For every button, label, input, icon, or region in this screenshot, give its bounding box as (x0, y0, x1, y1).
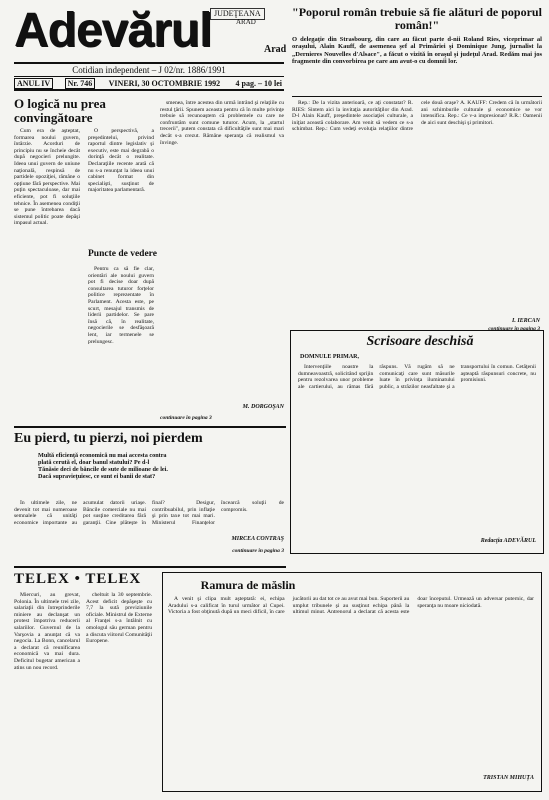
divider (14, 426, 286, 428)
continued-link[interactable]: continuare în pagina 3 (488, 326, 540, 332)
library-stamp-city: ARAD (236, 18, 256, 26)
edition-label: Arad (264, 44, 287, 55)
eu-pierd-body: În ultimele zile, ne devenit tot mai numeroase semnalele că unităţi economice importante au acumulat datorii uriaşe. Băncile comerciale nu mai pot susţine creditarea fără garanţii. Cine plăteşte în final? Desigur, contribuabilul, prin inflaţie şi prin taxe tot mai mari. Ministerul Finanţelor încearcă soluţii de compromis. (14, 500, 284, 526)
lead-strasbourg: O delegaţie din Strasbourg, din care au făcut parte d-nii Roland Ries, viceprimar al oraşului, Alain Kauff, de asemenea şef al Primăriei şi Dominique Jung, jurnalist la „Dernieres Nouvelles d'Alsace", a făcut o vizită în oraşul şi judeţul Arad. Redăm mai jos fragmente din convorbirea pe care am avut-o cu domnii lor. (292, 36, 542, 65)
telex-column-1: Miercuri, au grevat, Polonia. În ultimele trei zile, salariaţii din întreprinderile miniere au declanşat un protest împotriva reducerii salariilor. Guvernul de la Varşovia a anunţat că va negocia. La Bonn, cancelarul a declarat că reunificarea economică va mai dura. Deficitul bugetar american a atins un nou record. (14, 592, 80, 671)
telex-column-2: cheltuit la 30 septembrie. Acest deficit depăşeşte cu 7,7 la sută previziunile oficiale. Ministrul de Externe al Franţei s-a întâlnit cu omologul său german pentru a discuta viitorul Comunităţii Europene. (86, 592, 152, 645)
tagline: Cotidian independent – J 02/nr. 1886/1991 (14, 62, 284, 75)
divider (292, 96, 542, 97)
byline-iercan: I. IERCAN (511, 318, 540, 324)
library-stamp: JUDEŢEANA (210, 8, 265, 20)
headline-puncte: Puncte de vedere (88, 249, 157, 259)
byline-contras: MIRCEA CONTRAŞ (231, 536, 284, 542)
headline-eu-pierd: Eu pierd, tu pierzi, noi pierdem (14, 431, 203, 446)
logica-column-2: O perspectivă, a preşedintelui, privind raportul dintre legislativ şi executiv, este mai degrabă o dorinţă decât o realitate. Declaraţiile recente arată că nu s-a renunţat la ideea unui cabinet format din specialişti, susţinut de majoritatea parlamentară. (88, 128, 154, 194)
letter-salutation: DOMNULE PRIMAR, (300, 354, 359, 360)
newspaper-logo: Adevărul (14, 4, 212, 57)
pages-price: 4 pag. – 10 lei (235, 78, 282, 88)
column-3: smenea, între acestea din urmă intrând şi relaţiile cu restul ţării. Spunem aceasta pentru că în multe privinţe trebuie să recunoaştem că problemele cu care ne confruntăm sunt comune tuturor. Acum, la „startul trecerii", putem constata că dificultăţile sunt mai mari decât s-a crezut. Rămâne speranţa că realismul va învinge. (160, 100, 284, 146)
issue-number: Nr. 746 (65, 78, 96, 89)
byline-dorgosan: M. DORGOŞAN (242, 404, 284, 410)
issue-year: ANUL IV (14, 78, 53, 89)
interview-body: Rep.: De la vizita anterioară, ce aţi constatat? R. RIES: Sintem aici la invitaţia autorităţilor din Arad. D-l Alain Kauff, preşedintele asociaţiei culturale, a iniţiat această colaborare. Am venit să vedem ce s-a schimbat. Rep.: Cum vedeţi evoluţia relaţiilor dintre cele două oraşe? A. KAUFF: Credem că în următorii ani schimburile culturale şi economice se vor intensifica. Rep.: Ce v-a impresionat? R.R.: Oamenii de aici sunt deschişi şi primitori. (292, 100, 542, 133)
headline-ramura: Ramura de măslin (200, 578, 296, 592)
puncte-column: Pentru ca să fie clar, orientări ale noului guvern pot fi decise doar după consultarea tuturor forţelor politice reprezentate în Parlament. Acesta este, pe scurt, mesajul transmis de liderii partidelor. Se pare însă că, în realitate, negocierile se desfăşoară lent, iar termenele se prelungesc. (88, 266, 154, 345)
lead-eu-pierd: Multă eficienţă economică nu mai accesta contra plată cerută el, doar banul statului? Pe d-l Tănăsie deci de băncile de sute de milioane de lei. Dacă supravieţuiesc, ce sunt ei banii de stat? (38, 452, 168, 480)
masthead (14, 6, 314, 62)
headline-strasbourg: "Poporul român trebuie să fie alături de poporul român!" (292, 5, 542, 32)
headline-scrisoare: Scrisoare deschisă (366, 334, 474, 349)
logica-column-1: Cum era de aşteptat, formarea noului guvern, întârzie. Acorduri de principiu nu se încheie decât după negocieri prelungite. Ideea unui guvern de uniune naţională, respinsă de partidele opoziţiei, rămâne o opţiune fără perspective. Mai puţin spectaculoase, dar mai eficiente, pot fi soluţiile tehnice. În asemenea condiţii se pune întrebarea dacă sistemul politic poate depăşi impasul actual. (14, 128, 80, 227)
issue-info-bar (14, 76, 284, 91)
headline-telex: TELEX • TELEX (14, 571, 142, 587)
letter-body: Intervenţiile noastre la dumneavoastră, solicitând sprijin pentru rezolvarea unor probleme ale cartierului, au rămas fără răspuns. Vă rugăm să ne comunicaţi care sunt măsurile luate în privinţa iluminatului public, a străzilor neasfaltate şi a transportului în comun. Cetăţenii aşteaptă răspunsuri concrete, nu promisiuni. (298, 364, 536, 390)
continued-link[interactable]: continuare în pagina 3 (160, 415, 212, 421)
ramura-body: A venit şi clipa mult aşteptată: ei, echipa Aradului s-a calificat în turul următor al Cupei. Victoria a fost obţinută după un meci dificil, în care jucătorii au dat tot ce au avut mai bun. Suporterii au umplut tribunele şi au susţinut echipa până la ultimul minut. Antrenorul a declarat că acesta este doar începutul. Urmează un adversar puternic, dar speranţa nu moare niciodată. (168, 596, 534, 616)
headline-logica: O logică nu prea convingătoare (14, 96, 106, 125)
issue-date: VINERI, 30 OCTOMBRIE 1992 (108, 78, 221, 88)
byline-redactia: Redacţia ADEVĂRUL (480, 538, 536, 544)
divider (14, 566, 286, 568)
byline-mihuta: TRISTAN MIHUŢA (483, 775, 534, 781)
continued-link[interactable]: continuare în pagina 3 (232, 548, 284, 554)
